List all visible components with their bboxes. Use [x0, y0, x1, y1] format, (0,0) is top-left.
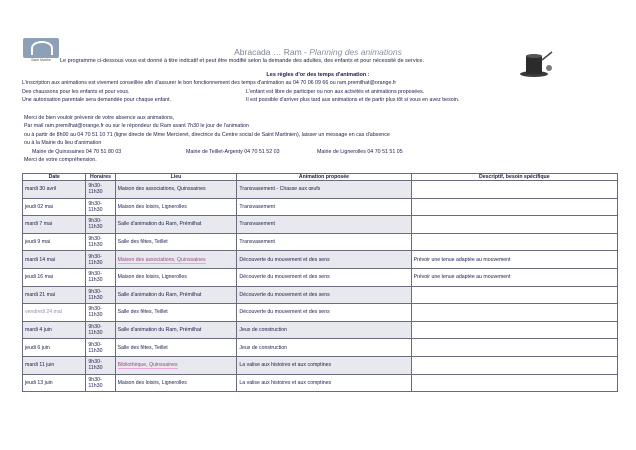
table-row — [23, 268, 618, 286]
cell-time: 9h30-11h30 — [86, 304, 115, 322]
cell-time: 9h30-11h30 — [86, 356, 115, 374]
rule-right-2: Il est possible d'arriver plus tard aux animations et de partir plus tôt si vous en avez besoin. — [246, 97, 460, 103]
cell-note — [411, 198, 617, 216]
header-activity: Animation proposée — [237, 174, 411, 181]
cell-time: 9h30-11h30 — [86, 181, 115, 199]
cell-note — [411, 356, 617, 374]
cell-activity: Découverte du mouvement et des sens — [237, 251, 411, 269]
absence-line-2: Par mail ram.premilhat@orange.fr ou sur le répondeur du Ram avant 7h30 le jour de l'animation — [24, 123, 249, 130]
cell-activity: Découverte du mouvement et des sens — [237, 304, 411, 322]
cell-date: mardi 7 mai — [23, 216, 86, 234]
mairie-contacts — [24, 148, 403, 156]
header-place: Lieu — [115, 174, 237, 181]
table-row — [23, 304, 618, 322]
cell-date: jeudi 13 juin — [23, 374, 86, 392]
absence-line-4: ou à la Mairie du lieu d'animation — [24, 140, 102, 147]
cell-activity: Transvasement — [237, 216, 411, 234]
mairie-quinssaines: Mairie de Quinssaines 04 70 51 80 03 — [32, 148, 122, 155]
table-row — [23, 198, 618, 216]
cell-time: 9h30-11h30 — [86, 251, 115, 269]
table-row — [23, 321, 618, 339]
intro-text: Le programme ci-dessous vous est donné à titre indicatif et peut être modifié selon la demande des adultes, des enfants et pour nécessité de service. — [60, 58, 425, 64]
table-row — [23, 374, 618, 392]
schedule-table — [22, 173, 618, 392]
cell-place: Salle d'animation du Ram, Prémilhat — [115, 286, 237, 304]
cell-activity: La valise aux histoires et aux comptines — [237, 374, 411, 392]
cell-date: jeudi 02 mai — [23, 198, 86, 216]
cell-place: Salle des fêtes, Teillet — [115, 233, 237, 251]
mairie-lignerolles: Mairie de Lignerolles 04 70 51 51 05 — [317, 148, 403, 155]
cell-activity: Découverte du mouvement et des sens — [237, 286, 411, 304]
cell-date: mardi 14 mai — [23, 251, 86, 269]
absence-line-1: Merci de bien vouloir prévenir de votre absence aux animations, — [24, 115, 175, 121]
cell-place: Salle d'animation du Ram, Prémilhat — [115, 321, 237, 339]
table-row — [23, 233, 618, 251]
table-header-row — [23, 174, 618, 181]
cell-date: mardi 11 juin — [23, 356, 86, 374]
cell-place — [115, 251, 237, 269]
cell-place — [115, 356, 237, 374]
title-italic: Planning des animations — [309, 47, 402, 57]
cell-date: jeudi 9 mai — [23, 233, 86, 251]
cell-place: Salle d'animation du Ram, Prémilhat — [115, 216, 237, 234]
cell-date: vendredi 24 mai — [23, 304, 86, 322]
cell-activity: Jeux de construction — [237, 339, 411, 357]
cell-note — [411, 374, 617, 392]
cell-place: Salle des fêtes, Teillet — [115, 304, 237, 322]
logo-caption: Saint Marthe — [31, 58, 51, 62]
cell-activity: Transvasement - Chasse aux œufs — [237, 181, 411, 199]
cell-date: mardi 30 avril — [23, 181, 86, 199]
absence-line-3: ou à partir de 8h00 au 04 70 51 10 71 (ligne directe de Mme Mercieret, directrice du Centre social de Saint Martinien), laisser un message en cas d'absence — [24, 131, 390, 138]
cell-time: 9h30-11h30 — [86, 321, 115, 339]
cell-place: Maison des loisirs, Lignerolles — [115, 198, 237, 216]
cell-date: jeudi 16 mai — [23, 268, 86, 286]
cell-note: Prévoir une tenue adaptée au mouvement — [411, 251, 617, 269]
cell-activity: Transvasement — [237, 198, 411, 216]
cell-activity: Transvasement — [237, 233, 411, 251]
cell-time: 9h30-11h30 — [86, 216, 115, 234]
cell-note — [411, 286, 617, 304]
thanks-line: Merci de votre compréhension. — [24, 157, 97, 164]
rule-right-1: L'enfant est libre de participer ou non aux activités et animations proposées. — [246, 88, 425, 95]
table-row — [23, 251, 618, 269]
cell-note — [411, 181, 617, 199]
header-note: Descriptif, besoin spécifique — [411, 174, 617, 181]
cell-activity: Découverte du mouvement et des sens — [237, 268, 411, 286]
cell-place: Maison des associations, Quinssaines — [115, 181, 237, 199]
cell-time: 9h30-11h30 — [86, 268, 115, 286]
title-main: Abracada … Ram - — [234, 47, 307, 57]
header-date: Date — [23, 174, 86, 181]
cell-place-highlighted: Bibliothèque, Quinssaines — [117, 362, 178, 369]
header-time: Horaires — [86, 174, 115, 181]
absence-notice — [24, 114, 403, 164]
cell-place: Maison des loisirs, Lignerolles — [115, 374, 237, 392]
rules-title: Les règles d'or des temps d'animation : — [266, 72, 370, 78]
rule-left-3: Une autorisation parentale sera demandée pour chaque enfant. — [22, 97, 172, 103]
cell-time: 9h30-11h30 — [86, 339, 115, 357]
cell-note — [411, 233, 617, 251]
rule-left-2: Des chaussons pour les enfants et pour vous. — [22, 88, 130, 95]
cell-time: 9h30-11h30 — [86, 198, 115, 216]
cell-time: 9h30-11h30 — [86, 286, 115, 304]
cell-note — [411, 216, 617, 234]
rule-right-spacer — [246, 79, 459, 88]
cell-date: mardi 21 mai — [23, 286, 86, 304]
cell-activity: Jeux de construction — [237, 321, 411, 339]
cell-date: mardi 4 juin — [23, 321, 86, 339]
cell-note: Prévoir une tenue adaptée au mouvement — [411, 268, 617, 286]
page-title — [0, 47, 636, 57]
cell-note — [411, 321, 617, 339]
cell-time: 9h30-11h30 — [86, 233, 115, 251]
rules-right — [246, 79, 459, 105]
table-row — [23, 286, 618, 304]
table-row — [23, 216, 618, 234]
cell-place: Salle des fêtes, Teillet — [115, 339, 237, 357]
cell-date: jeudi 6 juin — [23, 339, 86, 357]
mairie-teillet: Mairie de Teillet-Argenty 04 70 51 52 03 — [186, 148, 280, 155]
table-row — [23, 356, 618, 374]
cell-activity: La valise aux histoires et aux comptines — [237, 356, 411, 374]
cell-note — [411, 339, 617, 357]
cell-time: 9h30-11h30 — [86, 374, 115, 392]
rule-left-1: L'inscription aux animations est vivement conseillée afin d'assurer le bon fonctionnement des temps d'animation au 04 70 06 09 66 ou ram.premilhat@orange.fr — [22, 80, 397, 86]
cell-place-highlighted: Maison des associations, Quinssaines — [117, 256, 206, 263]
table-row — [23, 181, 618, 199]
table-row — [23, 339, 618, 357]
cell-place: Maison des loisirs, Lignerolles — [115, 268, 237, 286]
cell-note — [411, 304, 617, 322]
